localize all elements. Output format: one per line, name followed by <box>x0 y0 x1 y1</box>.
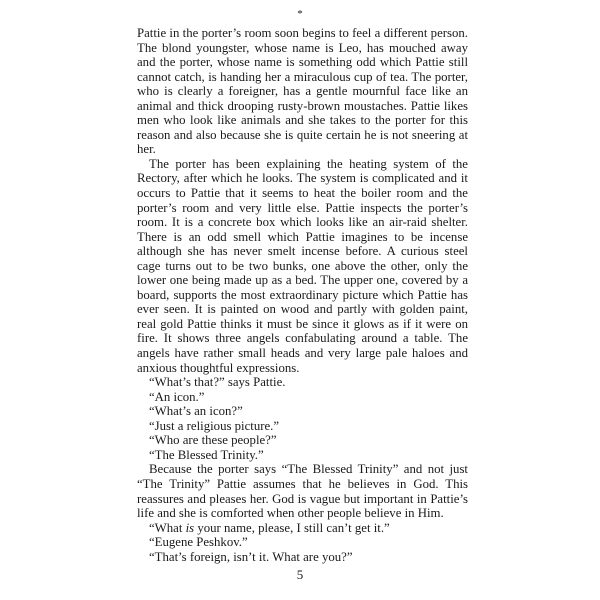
dialogue-line: “Who are these people?” <box>149 433 277 448</box>
paragraph-heating-system: The porter has been explaining the heating system of the Rectory, after which he looks. The system is complicated and it occurs to Pattie that it seems to heat the boiler room and the porter’s room and very little else. Pattie inspects the porter’s room. It is a concrete box which looks like an air-raid shelter. There is an odd smell which Pattie imagines to be incense although she has never smelt incense before. A curious steel cage turns out to be two bunks, one above the other, only the lower one being made up as a bed. The upper one, covered by a board, supports the most extraordinary picture which Pattie has ever seen. It is painted on wood and partly with golden paint, real gold Pattie thinks it must be since it glows as if it were on fire. It shows three angels confabulating around a table. The angels have rather small heads and very large pale haloes and anxious thoughtful expressions. <box>137 156 468 375</box>
body-text <box>137 26 468 564</box>
dialogue-line: “The Blessed Trinity.” <box>149 447 264 462</box>
dialogue-line: “What’s an icon?” <box>149 404 243 419</box>
section-break-mark: * <box>297 8 303 20</box>
dialogue-line: “Just a religious picture.” <box>149 418 280 433</box>
paragraph-porters-room: Pattie in the porter’s room soon begins to feel a different person. The blond youngster, whose name is Leo, has mouched away and the porter, whose name is something odd which Pattie still cannot catch, is handing her a miraculous cup of tea. The porter, who is clearly a foreigner, has a gentle mournful face like an animal and thick drooping rusty-brown moustaches. Pattie likes men who look like animals and she takes to the porter for this reason and also because she is quite certain he is not sneering at her. <box>137 26 468 157</box>
dialogue-line: “That’s foreign, isn’t it. What are you?” <box>149 549 353 564</box>
paragraph-blessed-trinity: Because the porter says “The Blessed Trinity” and not just “The Trinity” Pattie assumes that he believes in God. This reassures and pleases her. God is vague but important in Pattie’s life and she is comforted when other people believe in Him. <box>137 462 468 521</box>
dialogue-line-name-question: “What is your name, please, I still can’t get it.” <box>149 520 390 535</box>
dialogue-line: “What’s that?” says Pattie. <box>149 375 286 390</box>
page-number: 5 <box>296 567 304 582</box>
dialogue-line: “Eugene Peshkov.” <box>149 535 248 550</box>
dialogue-line: “An icon.” <box>149 389 205 404</box>
